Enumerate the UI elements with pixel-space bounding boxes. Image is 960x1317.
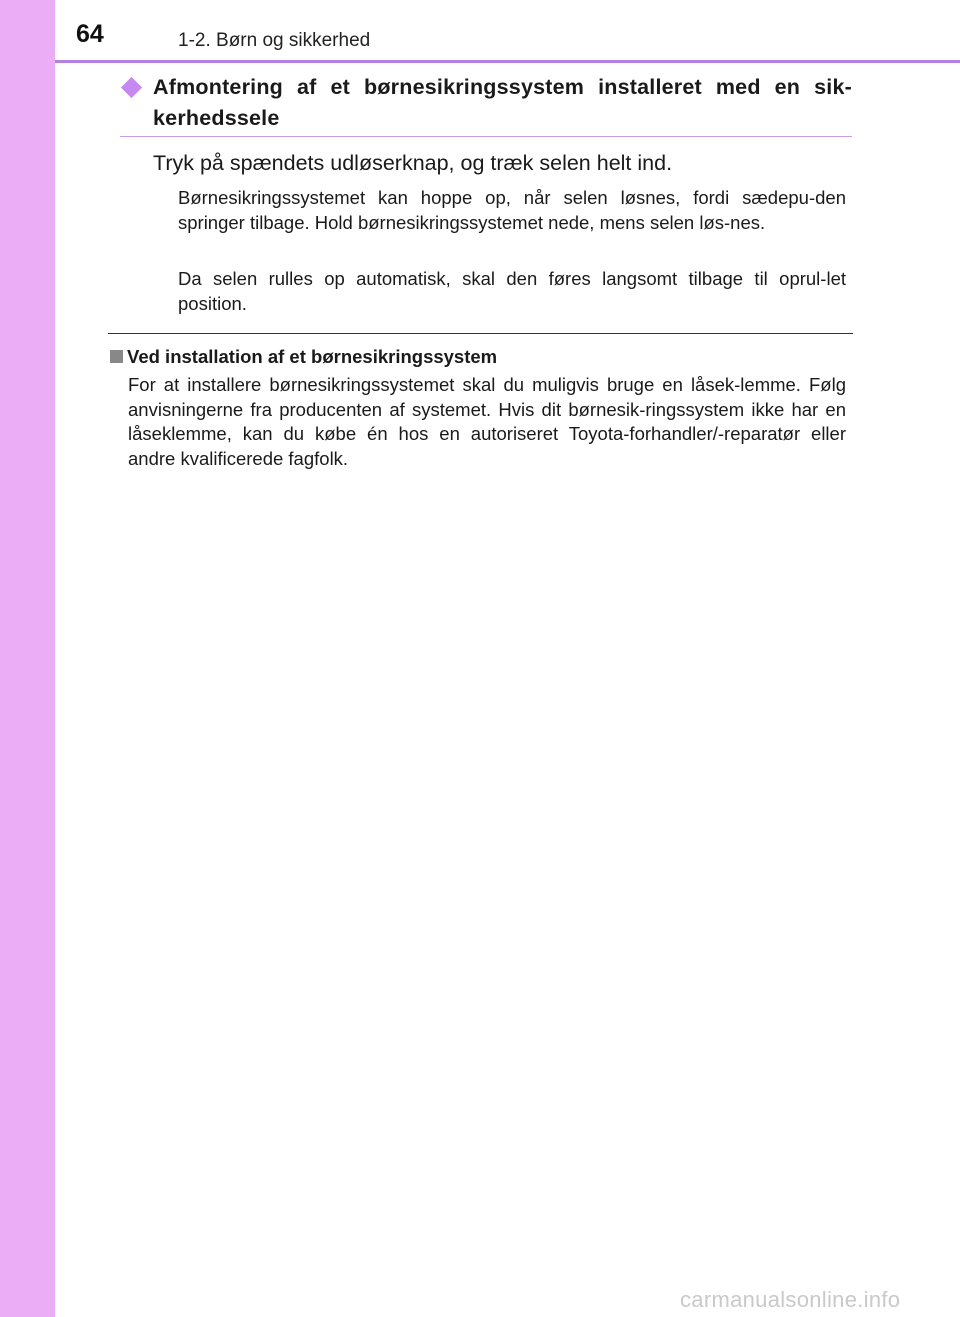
- section-rule: [120, 136, 852, 137]
- square-bullet-icon: [110, 350, 123, 363]
- header-rule: [55, 60, 960, 63]
- instruction-text: Tryk på spændets udløserknap, og træk selen helt ind.: [153, 151, 673, 175]
- section-divider: [108, 333, 853, 334]
- watermark: carmanualsonline.info: [680, 1287, 901, 1312]
- section-heading: [120, 72, 852, 134]
- note-paragraph: Børnesikringssystemet kan hoppe op, når selen løsnes, fordi sædepu-den springer tilbage. Hold børnesikringssystemet nede, mens selen løs-nes.: [178, 187, 846, 233]
- chapter-title: 1-2. Børn og sikkerhed: [178, 30, 371, 51]
- page-number: 64: [76, 20, 104, 48]
- diamond-bullet-icon: [121, 77, 142, 98]
- info-heading-text: Ved installation af et børnesikringssystem: [127, 346, 498, 367]
- info-heading: [110, 345, 497, 369]
- side-tab-strip: [0, 0, 55, 1317]
- page-header: [0, 0, 960, 62]
- note-paragraph: Da selen rulles op automatisk, skal den føres langsomt tilbage til oprul-let position.: [178, 268, 846, 314]
- info-body: For at installere børnesikringssystemet skal du muligvis bruge en låsek-lemme. Følg anvisningerne fra producenten af systemet. Hvis dit børnesik-ringssystem ikke har en låseklemme, kan du købe én hos en autoriseret Toyota-forhandler/-reparatør eller andre kvalificerede fagfolk.: [128, 374, 846, 469]
- section-title: Afmontering af et børnesikringssystem installeret med en sik-kerhedssele: [153, 75, 852, 130]
